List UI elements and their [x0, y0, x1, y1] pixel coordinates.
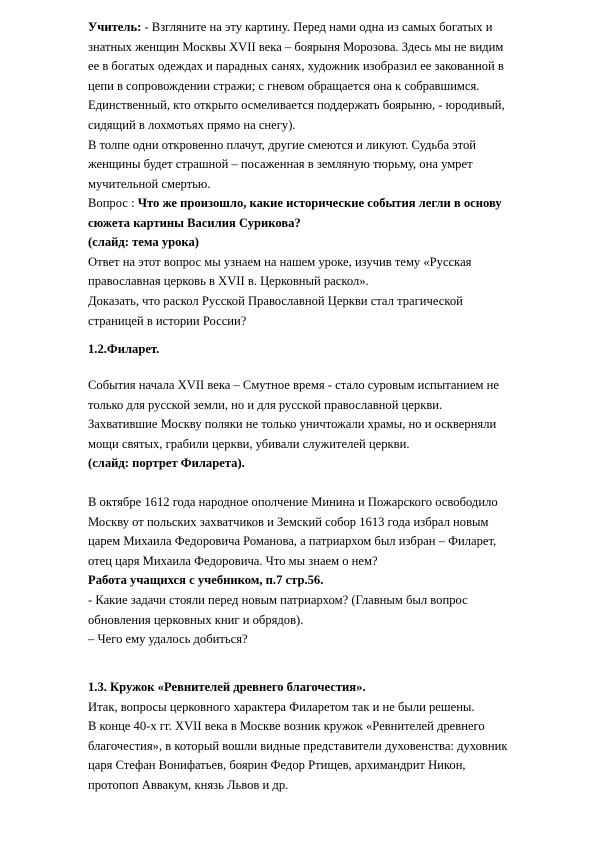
- section-heading: 1.3. Кружок «Ревнителей древнего благочестия».: [88, 680, 366, 694]
- text-line: протопоп Аввакум, князь Львов и др.: [88, 777, 289, 792]
- text-line: - Какие задачи стояли перед новым патриархом? (Главным был вопрос: [88, 592, 468, 607]
- text-line: царя Стефан Вонифатьев, боярин Федор Ртищев, архимандрит Никон,: [88, 758, 466, 773]
- teacher-paragraph: [88, 18, 568, 194]
- question-line: сюжета картины Василия Сурикова?: [88, 215, 301, 230]
- text-line: отец царя Михаила Федоровича. Что мы знаем о нем?: [88, 553, 378, 568]
- text-line: ее в богатых одеждах и парадных санях, художник изобразил ее закованной в: [88, 59, 504, 74]
- text-line: мощи святых, грабили церкви, убивали служителей церкви.: [88, 436, 410, 451]
- text-line: сидящий в лохмотьях прямо на снегу).: [88, 117, 296, 132]
- slide-note: (слайд: тема урока): [88, 235, 199, 250]
- text-line: В толпе одни откровенно плачут, другие смеются и ликуют. Судьба этой: [88, 137, 477, 152]
- text-line: страницей в истории России?: [88, 313, 247, 328]
- filaret-paragraph-2: [88, 493, 568, 650]
- question-line: Вопрос : Что же произошло, какие исторические события легли в основу: [88, 196, 502, 210]
- question-block: [88, 194, 568, 331]
- slide-note: (слайд: портрет Филарета).: [88, 456, 245, 471]
- text-line: В конце 40-х гг. XVII века в Москве возник кружок «Ревнителей древнего: [88, 719, 485, 734]
- text-line: Ответ на этот вопрос мы узнаем на нашем уроке, изучив тему «Русская: [88, 254, 472, 269]
- text-line: благочестия», в который вошли видные представители духовенства: духовник: [88, 738, 508, 753]
- text-line: В октябре 1612 года народное ополчение Минина и Пожарского освободило: [88, 495, 498, 509]
- text-line: – Чего ему удалось добиться?: [88, 632, 248, 647]
- text-line: Захватившие Москву поляки не только уничтожали храмы, но и оскверняли: [88, 417, 497, 432]
- teacher-label: Учитель:: [88, 20, 142, 34]
- section-2: [88, 678, 568, 796]
- text-line: Учитель: - Взгляните на эту картину. Перед нами одна из самых богатых и: [88, 20, 493, 34]
- text-line: обновления церковных книг и обрядов).: [88, 612, 304, 627]
- text-line: женщины будет страшной – посаженная в земляную тюрьму, она умрет: [88, 157, 473, 172]
- text-line: цепи в сопровождении стражи; с гневом обращается она к собравшимся.: [88, 78, 480, 93]
- section-heading: 1.2.Филарет.: [88, 342, 160, 356]
- text-line: Москву от польских захватчиков и Земский собор 1613 года избрал новым: [88, 514, 489, 529]
- text-line: Единственный, кто открыто осмеливается поддержать боярыню, - юродивый,: [88, 98, 505, 113]
- text-line: Доказать, что раскол Русской Православной Церкви стал трагической: [88, 293, 463, 308]
- text-line: только для русской земли, но и для русской православной церкви.: [88, 397, 443, 412]
- text-line: мучительной смертью.: [88, 176, 211, 191]
- text-line: царем Михаила Федоровича Романова, а патриархом был избран – Филарет,: [88, 534, 497, 549]
- text-line: православная церковь в XVII в. Церковный раскол».: [88, 274, 369, 289]
- task-note: Работа учащихся с учебником, п.7 стр.56.: [88, 573, 324, 588]
- filaret-paragraph: [88, 376, 568, 474]
- question-prefix: Вопрос :: [88, 196, 138, 210]
- text-line: Итак, вопросы церковного характера Филаретом так и не были решены.: [88, 699, 475, 714]
- text-line: События начала XVII века – Смутное время - стало суровым испытанием не: [88, 378, 499, 392]
- text-line: знатных женщин Москвы XVII века – боярыня Морозова. Здесь мы не видим: [88, 39, 504, 54]
